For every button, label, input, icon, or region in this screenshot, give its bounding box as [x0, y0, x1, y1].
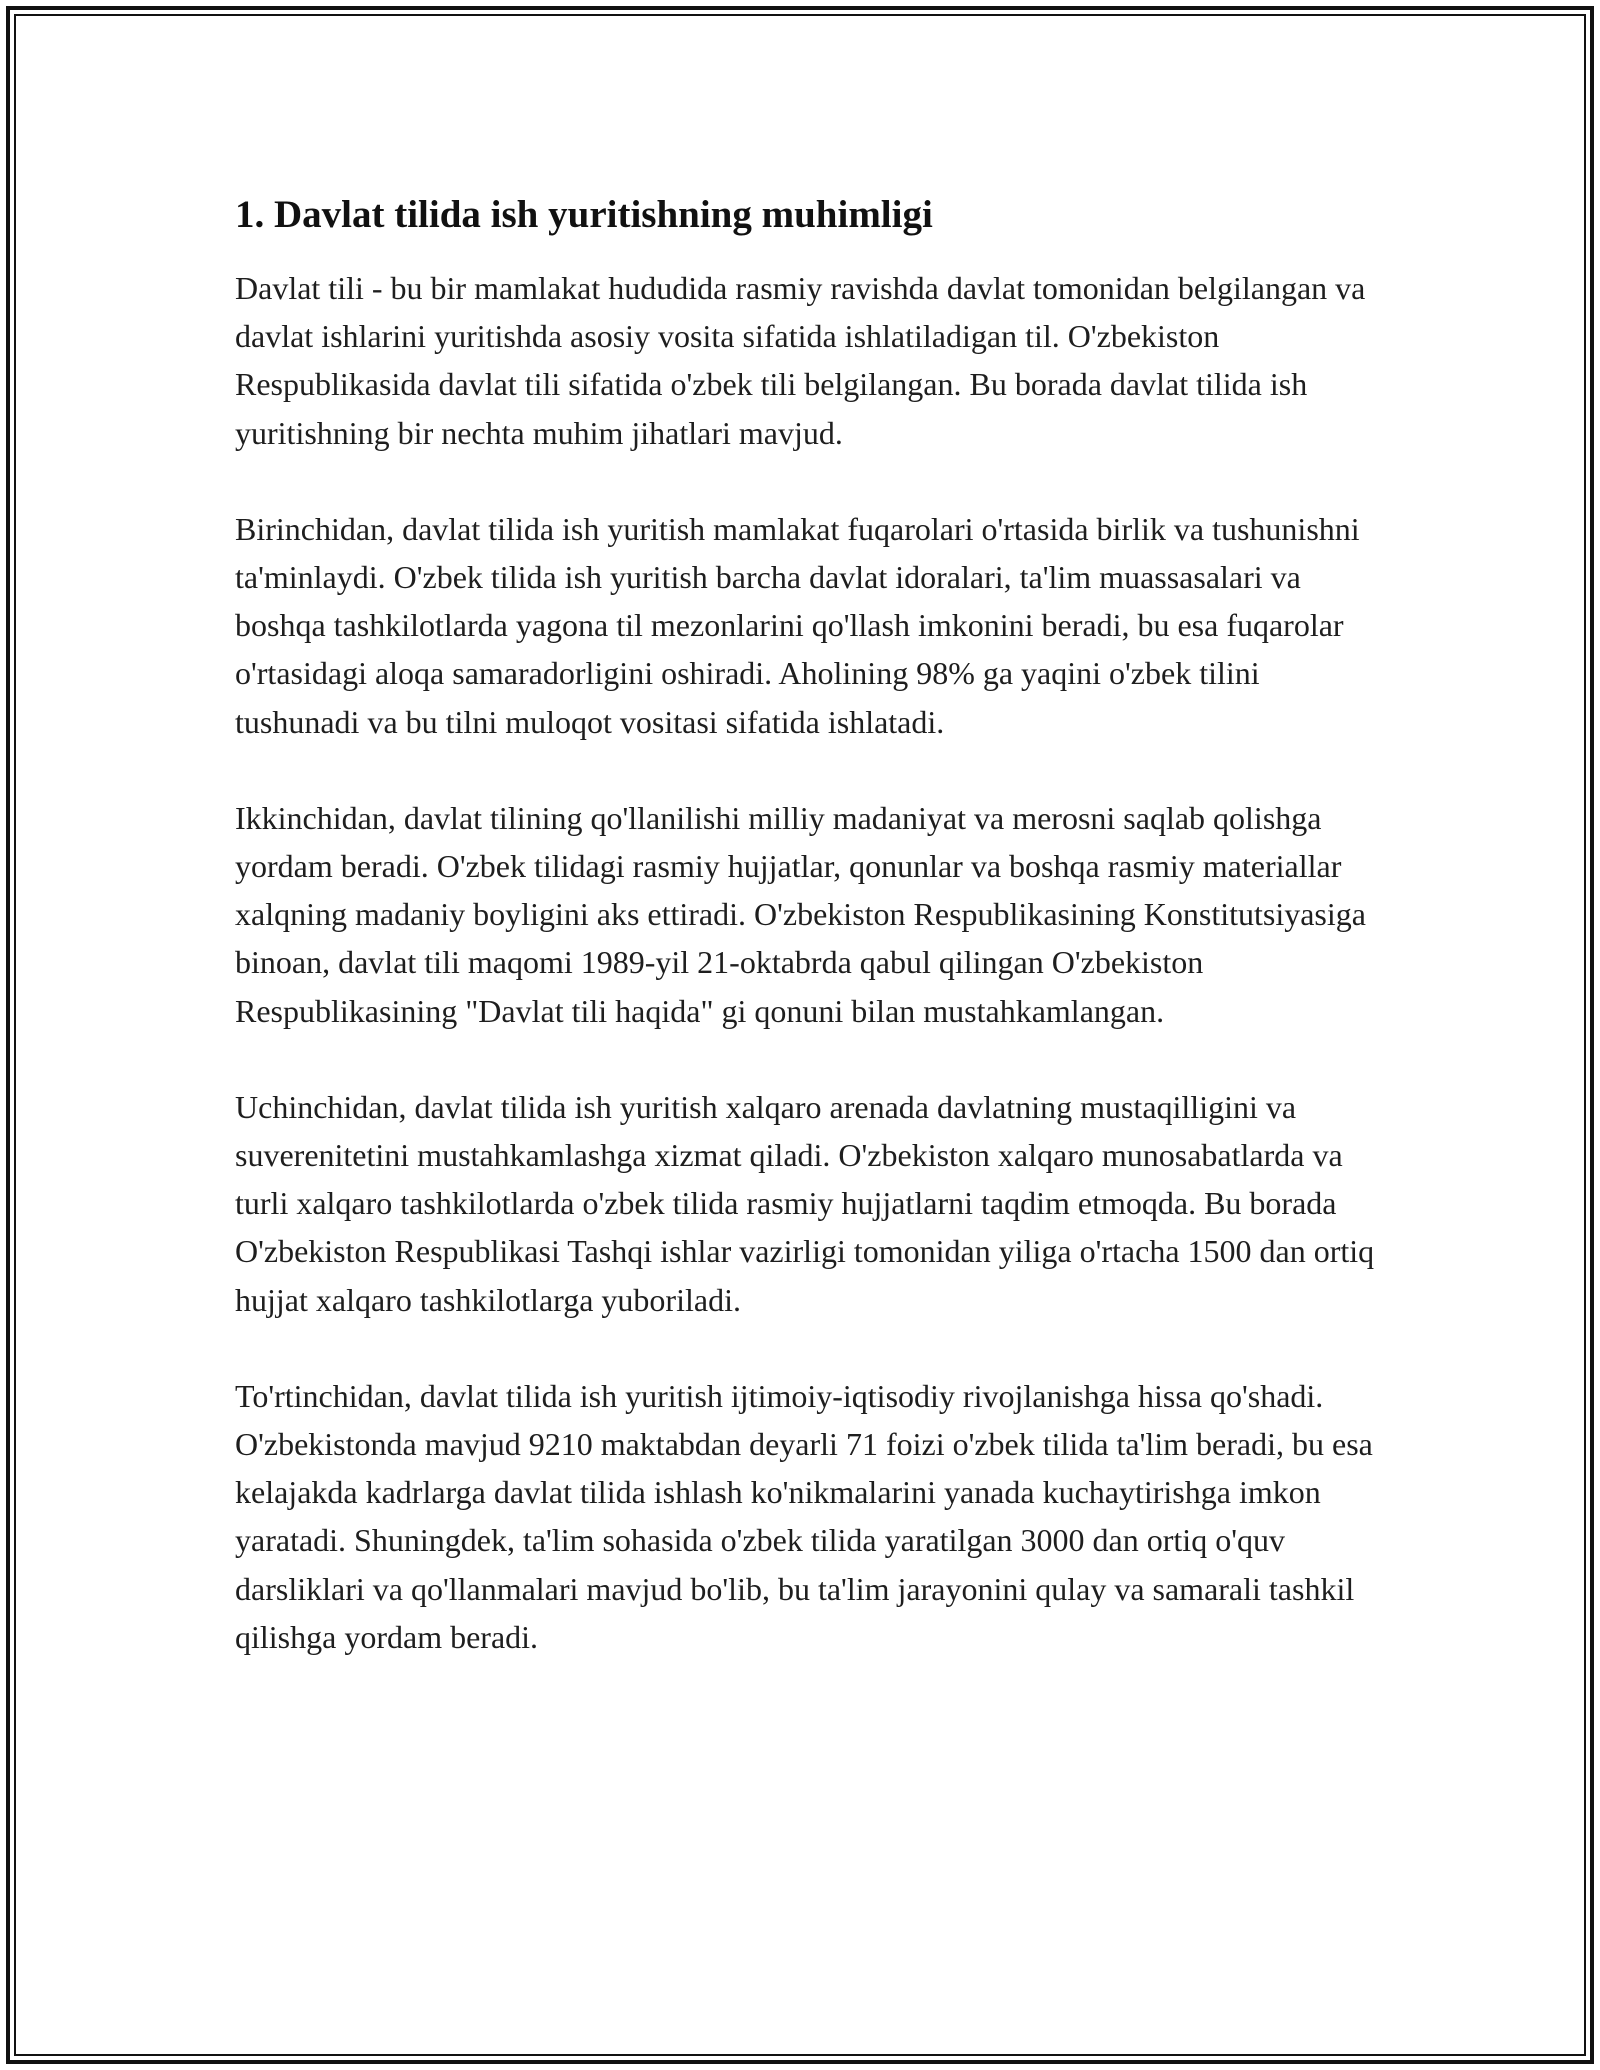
document-body [235, 186, 1385, 1661]
paragraph-third: Uchinchidan, davlat tilida ish yuritish xalqaro arenada davlatning mustaqilligini va suverenitetini mustahkamlashga xizmat qiladi. O'zbekiston xalqaro munosabatlarda va turli xalqaro tashkilotlarda o'zbek tilida rasmiy hujjatlarni taqdim etmoqda. Bu borada O'zbekiston Respublikasi Tashqi ishlar vazirligi tomonidan yiliga o'rtacha 1500 dan ortiq hujjat xalqaro tashkilotlarga yuboriladi. [235, 1088, 1375, 1318]
paragraph-first: Birinchidan, davlat tilida ish yuritish mamlakat fuqarolari o'rtasida birlik va tushunishni ta'minlaydi. O'zbek tilida ish yuritish barcha davlat idoralari, ta'lim muassasalari va boshqa tashkilotlarda yagona til mezonlarini qo'llash imkonini beradi, bu esa fuqarolar o'rtasidagi aloqa samaradorligini oshiradi. Aholining 98% ga yaqini o'zbek tilini tushunadi va bu tilni muloqot vositasi sifatida ishlatadi. [235, 510, 1360, 740]
paragraph-second: Ikkinchidan, davlat tilining qo'llanilishi milliy madaniyat va merosni saqlab qolishga yordam beradi. O'zbek tilidagi rasmiy hujjatlar, qonunlar va boshqa rasmiy materiallar xalqning madaniy boyligini aks ettiradi. O'zbekiston Respublikasining Konstitutsiyasiga binoan, davlat tili maqomi 1989-yil 21-oktabrda qabul qilingan O'zbekiston Respublikasining "Davlat tili haqida" gi qonuni bilan mustahkamlangan. [235, 799, 1366, 1029]
document-title: 1. Davlat tilida ish yuritishning muhimligi [235, 193, 933, 236]
paragraph-intro: Davlat tili - bu bir mamlakat hududida rasmiy ravishda davlat tomonidan belgilangan va davlat ishlarini yuritishda asosiy vosita sifatida ishlatiladigan til. O'zbekiston Respublikasida davlat tili sifatida o'zbek tili belgilangan. Bu borada davlat tilida ish yuritishning bir nechta muhim jihatlari mavjud. [235, 270, 1366, 451]
paragraph-fourth: To'rtinchidan, davlat tilida ish yuritish ijtimoiy-iqtisodiy rivojlanishga hissa qo'shadi. O'zbekistonda mavjud 9210 maktabdan deyarli 71 foizi o'zbek tilida ta'lim beradi, bu esa kelajakda kadrlarga davlat tilida ishlash ko'nikmalarini yanada kuchaytirishga imkon yaratadi. Shuningdek, ta'lim sohasida o'zbek tilida yaratilgan 3000 dan ortiq o'quv darsliklari va qo'llanmalari mavjud bo'lib, bu ta'lim jarayonini qulay va samarali tashkil qilishga yordam beradi. [235, 1377, 1373, 1655]
